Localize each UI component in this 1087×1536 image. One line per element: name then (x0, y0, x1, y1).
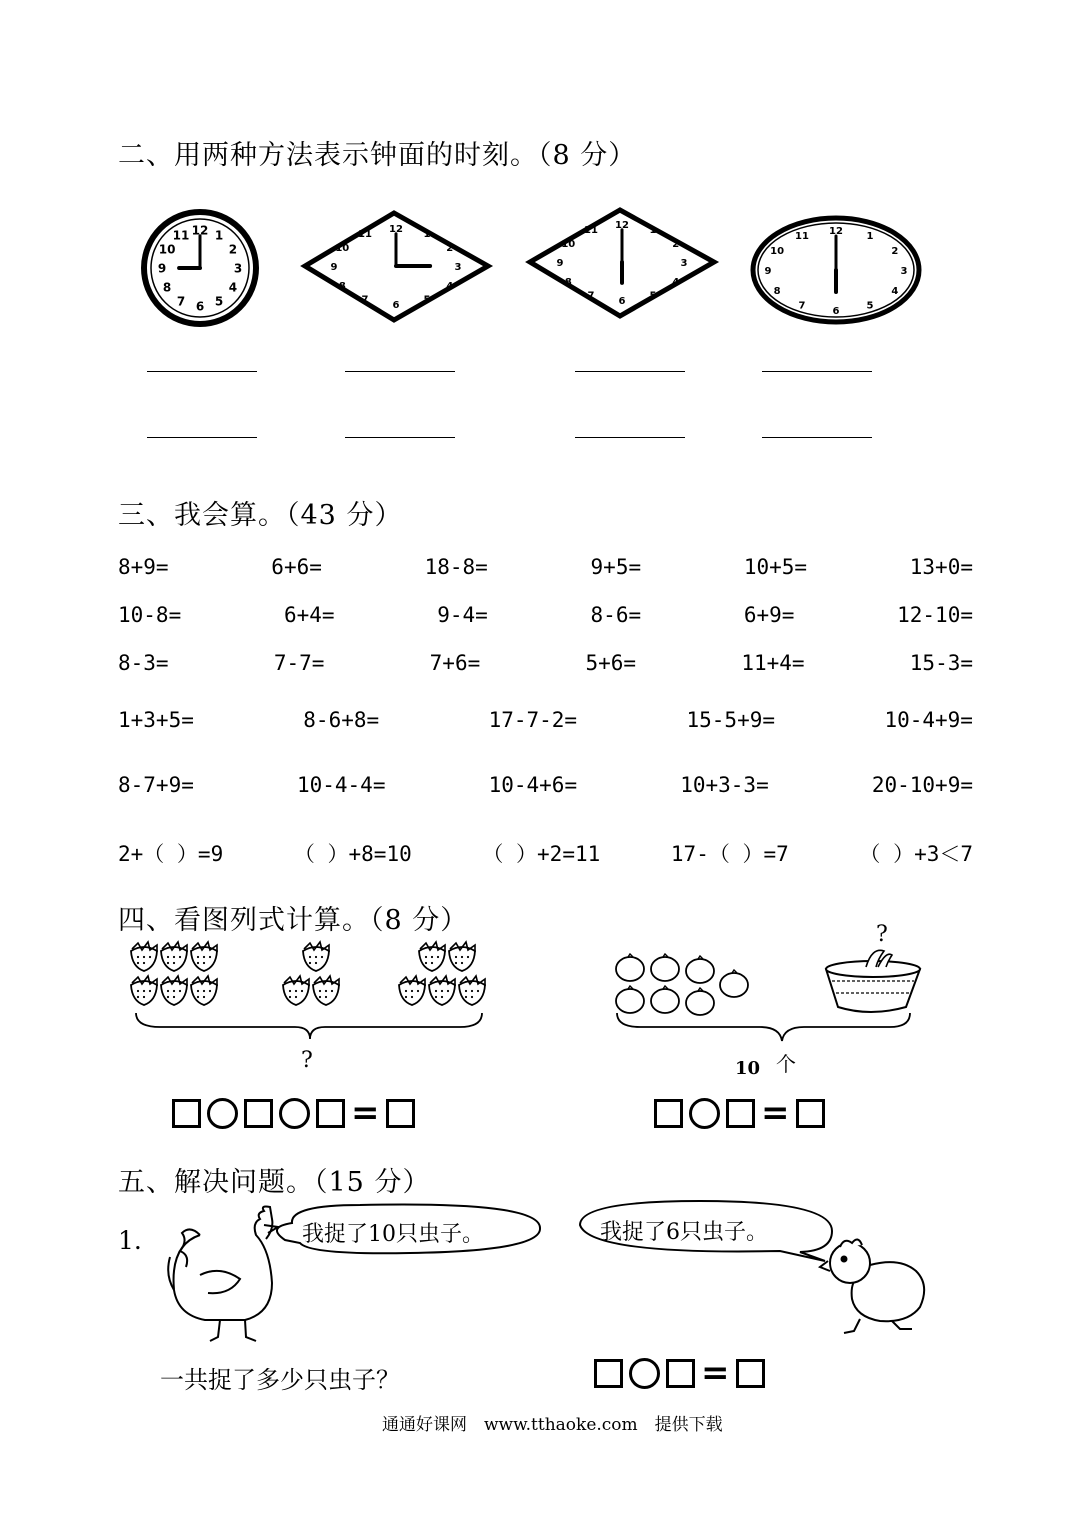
clock-numeral: 4 (446, 280, 454, 292)
problem-illustration (160, 1195, 940, 1345)
calc-item[interactable]: 6+9= (743, 603, 795, 627)
clock-faces (130, 200, 940, 335)
clock-numeral: 4 (228, 280, 238, 295)
orange-icon (651, 954, 679, 981)
clock-numeral: 1 (649, 224, 657, 236)
clock-numeral: 3 (454, 261, 462, 273)
calc-row (118, 838, 973, 868)
calc-row (118, 651, 973, 675)
strawberry-icon (459, 976, 485, 1005)
clock-numeral: 6 (195, 299, 205, 314)
strawberry-icon (429, 976, 455, 1005)
calc-row (118, 708, 973, 732)
clock-numeral: 10 (335, 242, 350, 254)
clock-numeral: 5 (214, 294, 224, 309)
calc-item[interactable]: 9-4= (437, 603, 488, 627)
orange-icon (686, 956, 714, 983)
calc-item[interactable]: 10-4+9= (884, 708, 973, 732)
clock-numeral: 7 (587, 290, 595, 302)
strawberry-icon (161, 976, 187, 1005)
chick-icon (820, 1239, 924, 1333)
clock-numeral: 11 (584, 224, 598, 236)
clock-numeral: 3 (233, 261, 243, 276)
answer-line[interactable] (147, 437, 257, 438)
calc-item[interactable]: （ ）+2=11 (482, 842, 601, 866)
clock-numeral: 5 (649, 290, 657, 302)
number-box[interactable] (594, 1359, 623, 1388)
calc-item[interactable]: 15-5+9= (686, 708, 776, 732)
clock-numeral: 11 (172, 228, 190, 243)
section-5-heading: 五、解决问题。（15 分） (118, 1167, 431, 1198)
calc-item[interactable]: （ ）+8=10 (293, 842, 412, 866)
basket-icon (826, 950, 920, 1012)
clock-numeral: 9 (330, 261, 338, 273)
answer-line[interactable] (345, 437, 455, 438)
operator-circle[interactable] (689, 1098, 720, 1129)
chick-speech: 我捉了6只虫子。 (600, 1220, 768, 1245)
clock-numeral: 9 (157, 261, 167, 276)
rooster-speech: 我捉了10只虫子。 (302, 1222, 484, 1247)
clock-numeral: 9 (764, 265, 772, 277)
calc-item[interactable]: 6+6= (271, 555, 322, 579)
clock-ellipse (753, 218, 919, 322)
section-2-heading: 二、用两种方法表示钟面的时刻。（8 分） (118, 140, 637, 171)
left-brace (136, 1013, 482, 1039)
clock-numeral: 6 (392, 299, 400, 311)
clock-numeral: 2 (891, 245, 899, 257)
strawberry-icon (399, 976, 425, 1005)
orange-icon (720, 970, 748, 997)
clock-numeral: 8 (773, 285, 781, 297)
orange-group (616, 954, 748, 1015)
calc-item[interactable]: 8-3= (118, 651, 169, 675)
clock-numeral: 4 (891, 285, 899, 297)
operator-circle[interactable] (629, 1358, 660, 1389)
clock-numeral: 12 (389, 223, 403, 235)
calc-item[interactable]: 9+5= (590, 555, 642, 579)
total-count: 10 (735, 1058, 761, 1079)
clock-numeral: 10 (158, 242, 176, 257)
clock-numeral: 4 (672, 276, 680, 288)
clock-numeral: 6 (832, 305, 840, 317)
calc-item[interactable]: 10+5= (743, 555, 808, 579)
clock-numeral: 1 (423, 228, 431, 240)
picture-problems (120, 925, 950, 1085)
clock-numeral: 12 (191, 223, 209, 238)
section-4-heading: 四、看图列式计算。（8 分） (118, 905, 469, 936)
strawberry-icon (191, 942, 217, 971)
clock-numeral: 6 (618, 295, 626, 307)
left-question-mark: ? (301, 1048, 313, 1073)
orange-icon (616, 986, 644, 1013)
clock-circle (144, 212, 256, 324)
clock-numeral: 7 (798, 300, 806, 312)
calc-row (118, 555, 973, 579)
calc-item[interactable]: 8+9= (118, 555, 169, 579)
clock-numeral: 3 (680, 257, 688, 269)
calc-item[interactable]: 17-7-2= (488, 708, 578, 732)
clock-numeral: 10 (770, 245, 785, 257)
answer-box[interactable] (736, 1359, 765, 1388)
answer-line[interactable] (575, 437, 685, 438)
calc-item[interactable]: 10+3-3= (680, 773, 769, 797)
equation-boxes-problem (594, 1353, 765, 1393)
clock-numeral: 12 (615, 219, 629, 231)
clock-numeral: 5 (866, 300, 874, 312)
clock-numeral: 1 (866, 231, 874, 243)
calc-row (118, 603, 973, 627)
strawberry-icon (303, 942, 329, 971)
calc-item[interactable]: 5+6= (585, 651, 637, 675)
strawberry-icon (419, 942, 445, 971)
answer-line[interactable] (762, 437, 872, 438)
strawberry-icon (131, 942, 157, 971)
equals-sign: = (761, 1093, 790, 1133)
calc-item[interactable]: （ ）+3＜7 (859, 842, 973, 866)
strawberry-icon (191, 976, 217, 1005)
operator-circle[interactable] (279, 1098, 310, 1129)
number-box[interactable] (172, 1099, 201, 1128)
orange-icon (616, 954, 644, 981)
rooster-icon (168, 1207, 278, 1342)
clock-numeral: 1 (214, 228, 224, 243)
calc-item[interactable]: 8-6= (590, 603, 642, 627)
calc-item[interactable]: 11+4= (741, 651, 805, 675)
strawberry-groups (131, 942, 485, 1005)
clock-numeral: 8 (564, 276, 572, 288)
calc-item[interactable]: 18-8= (424, 555, 488, 579)
operator-circle[interactable] (207, 1098, 238, 1129)
clock-numeral: 2 (446, 242, 454, 254)
calc-item[interactable]: 7+6= (429, 651, 481, 675)
calc-item[interactable]: 15-3= (909, 651, 973, 675)
number-box[interactable] (244, 1099, 273, 1128)
answer-box[interactable] (796, 1099, 825, 1128)
number-box[interactable] (654, 1099, 683, 1128)
calc-item[interactable]: 1+3+5= (118, 708, 194, 732)
calc-item[interactable]: 6+4= (283, 603, 335, 627)
clock-numeral: 11 (795, 231, 809, 243)
clock-numeral: 8 (338, 280, 346, 292)
section-3-heading: 三、我会算。（43 分） (118, 500, 403, 531)
calc-row (118, 773, 973, 797)
answer-box[interactable] (386, 1099, 415, 1128)
answer-line[interactable] (762, 371, 872, 372)
strawberry-icon (449, 942, 475, 971)
calc-item[interactable]: 8-6+8= (303, 708, 380, 732)
equals-sign: = (701, 1353, 730, 1393)
clock-diamond-1 (305, 213, 488, 320)
clock-numeral: 5 (423, 294, 431, 306)
right-brace (617, 1013, 910, 1041)
strawberry-icon (283, 976, 309, 1005)
strawberry-icon (161, 942, 187, 971)
calc-item[interactable]: 10-8= (118, 603, 182, 627)
number-box[interactable] (316, 1099, 345, 1128)
calc-item[interactable]: 13+0= (909, 555, 973, 579)
calc-item[interactable]: 2+（ ）=9 (118, 842, 224, 866)
clock-numeral: 11 (358, 228, 372, 240)
clock-numeral: 8 (162, 280, 172, 295)
equals-sign: = (351, 1093, 380, 1133)
calc-item[interactable]: 8-7+9= (118, 773, 194, 797)
strawberry-icon (131, 976, 157, 1005)
calc-item[interactable]: 20-10+9= (871, 773, 973, 797)
answer-line[interactable] (575, 371, 685, 372)
clock-numeral: 10 (561, 238, 576, 250)
equation-boxes-right (654, 1093, 825, 1133)
calc-item[interactable]: 17-（ ）=7 (670, 842, 789, 866)
footer: 通通好课网 www.tthaoke.com 提供下载 (382, 1415, 723, 1435)
answer-line[interactable] (147, 371, 257, 372)
clock-numeral: 2 (672, 238, 680, 250)
item-number: 1. (118, 1226, 142, 1255)
clock-numeral: 2 (228, 242, 238, 257)
equation-boxes-left (172, 1093, 415, 1133)
calc-item[interactable]: 10-4-4= (296, 773, 386, 797)
clock-numeral: 7 (176, 294, 186, 309)
orange-icon (651, 986, 679, 1013)
clock-numeral: 9 (556, 257, 564, 269)
basket-question-mark: ? (876, 922, 888, 947)
clock-numeral: 7 (361, 294, 369, 306)
question-text: 一共捉了多少只虫子？ (160, 1366, 400, 1394)
calc-item[interactable]: 12-10= (897, 603, 973, 627)
clock-numeral: 12 (829, 225, 843, 237)
orange-icon (686, 988, 714, 1015)
strawberry-icon (313, 976, 339, 1005)
answer-line[interactable] (345, 371, 455, 372)
total-unit: 个 (776, 1052, 796, 1076)
number-box[interactable] (666, 1359, 695, 1388)
clock-numeral: 3 (900, 265, 908, 277)
calc-item[interactable]: 7-7= (273, 651, 325, 675)
clock-diamond-2 (530, 210, 714, 316)
calc-item[interactable]: 10-4+6= (488, 773, 578, 797)
number-box[interactable] (726, 1099, 755, 1128)
